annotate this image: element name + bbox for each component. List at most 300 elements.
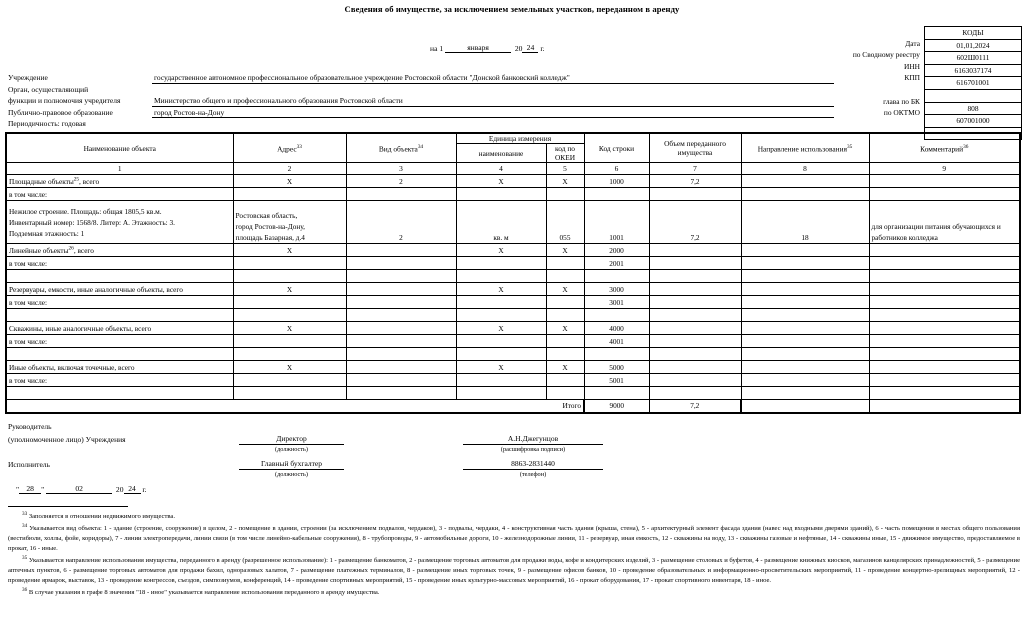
footnote-text: Указывается вид объекта: 1 - здание (строение, сооружение) в целом, 2 - помещение в здании, строении (за исключением подвалов, чердаков), 3 - подвалы, чердаки, 4 - конструктивная часть здания (крыша, стена), 5 - архитектурный элемент фасада здания (навес над входными дверями зданий), 6 - часть помещения в местах общего пользования (вестибюли, холлы, фойе, коридоры), 7 - линии электропередачи, линии связи (в том числе линейно-кабельные сооружения), 8 - трубопроводы, 9 - автомобильные дороги, 10 - железнодорожные линии, 11 - резервуар, иная емкость, 12 - скважины на воду, 13 - скважины газовые и нефтяные, 14 - скважины иные, 15 - движимое имущество, предоставляемое в прокат, 16 - иные. bbox=[8, 525, 1020, 552]
th-object-type-label: Вид объекта bbox=[378, 144, 418, 154]
cell-row-code[interactable] bbox=[584, 348, 649, 361]
cell-volume[interactable] bbox=[649, 361, 741, 374]
colnum-8: 8 bbox=[741, 163, 869, 175]
cell-volume[interactable] bbox=[649, 188, 741, 201]
cell-unit-name[interactable] bbox=[456, 387, 546, 400]
cell-object-type-text: 2 bbox=[399, 233, 403, 242]
table-row bbox=[6, 257, 1020, 270]
cell-object-name[interactable] bbox=[6, 244, 233, 257]
total-usage-empty bbox=[741, 400, 869, 413]
cell-volume[interactable] bbox=[649, 257, 741, 270]
cell-unit-okei[interactable] bbox=[546, 188, 584, 201]
codes-value-3[interactable]: 616701001 bbox=[925, 77, 1022, 90]
footnote-divider bbox=[8, 506, 128, 507]
cell-volume-text: 7,2 bbox=[690, 176, 700, 186]
codes-value-0[interactable]: 01,01,2024 bbox=[925, 39, 1022, 52]
cell-usage[interactable] bbox=[741, 309, 869, 322]
cell-object-name[interactable] bbox=[6, 283, 233, 296]
cell-address[interactable] bbox=[233, 387, 346, 400]
th-unit-group: Единица измерения bbox=[456, 133, 584, 144]
cell-comment[interactable] bbox=[869, 374, 1020, 387]
date-year-field[interactable]: 24 bbox=[522, 43, 538, 53]
cell-row-code[interactable] bbox=[584, 335, 649, 348]
th-name: Наименование объекта bbox=[6, 133, 233, 163]
cell-unit-name[interactable] bbox=[456, 374, 546, 387]
codes-table bbox=[924, 26, 1022, 140]
cell-comment[interactable] bbox=[869, 244, 1020, 257]
cell-unit-okei[interactable] bbox=[546, 257, 584, 270]
cell-object-type[interactable] bbox=[346, 257, 456, 270]
cell-usage[interactable] bbox=[741, 348, 869, 361]
cell-unit-name-text: X bbox=[498, 362, 504, 372]
cell-row-code-text: 2001 bbox=[609, 258, 624, 268]
cell-address[interactable] bbox=[233, 374, 346, 387]
org-gap bbox=[152, 84, 834, 96]
cell-object-name-text: в том числе: bbox=[9, 297, 48, 307]
cell-address[interactable] bbox=[233, 296, 346, 309]
cell-unit-name[interactable] bbox=[456, 188, 546, 201]
codes-header-cell: КОДЫ bbox=[925, 27, 1022, 40]
cell-object-name[interactable] bbox=[6, 188, 233, 201]
cell-object-name-text: Скважины, иные аналогичные объекты, всего bbox=[9, 323, 152, 333]
cell-usage[interactable] bbox=[741, 244, 869, 257]
cell-object-name[interactable] bbox=[6, 309, 233, 322]
cell-object-type[interactable] bbox=[346, 270, 456, 283]
cell-address[interactable] bbox=[233, 175, 346, 188]
footnote-number: 34 bbox=[22, 523, 28, 530]
cell-row-code[interactable] bbox=[584, 322, 649, 335]
cell-usage[interactable] bbox=[741, 322, 869, 335]
cell-object-name-text: Площадные объекты bbox=[9, 176, 74, 186]
cell-unit-name-text: X bbox=[498, 176, 504, 186]
cell-object-name-text: Иные объекты, включая точечные, всего bbox=[9, 362, 135, 372]
cell-object-name-text: Линейные объекты bbox=[9, 245, 69, 255]
cell-volume-text: 7,2 bbox=[690, 233, 700, 242]
cell-comment[interactable] bbox=[869, 201, 1020, 244]
cell-object-name-text: в том числе: bbox=[9, 258, 48, 268]
th-address-footnote-ref: 33 bbox=[296, 143, 302, 150]
codes-value-5[interactable]: 808 bbox=[925, 102, 1022, 115]
cell-unit-okei-text: X bbox=[562, 323, 568, 333]
cell-comment[interactable] bbox=[869, 188, 1020, 201]
cell-unit-name[interactable] bbox=[456, 175, 546, 188]
cell-unit-name[interactable] bbox=[456, 361, 546, 374]
total-label: Итого bbox=[6, 400, 584, 413]
cell-volume[interactable] bbox=[649, 387, 741, 400]
cell-unit-name-text: X bbox=[498, 245, 504, 255]
cell-volume[interactable] bbox=[649, 283, 741, 296]
table-row bbox=[6, 283, 1020, 296]
cell-object-name-suffix: , всего bbox=[79, 176, 100, 186]
org-label-periodicity: Периодичность: годовая bbox=[8, 119, 86, 128]
cell-row-code[interactable] bbox=[584, 175, 649, 188]
cell-row-code-text: 1000 bbox=[609, 176, 624, 186]
cell-object-name[interactable] bbox=[6, 175, 233, 188]
cell-row-code-text: 3001 bbox=[609, 297, 624, 307]
cell-address-text: X bbox=[286, 284, 293, 294]
head-name-caption: (расшифровка подписи) bbox=[500, 445, 566, 453]
head-label-line2: (уполномоченное лицо) Учреждения bbox=[8, 434, 126, 444]
cell-row-code-text: 5001 bbox=[609, 375, 624, 385]
cell-row-code[interactable] bbox=[584, 296, 649, 309]
cell-object-name-text: Нежилое строение. Площадь: общая 1805,5 кв.м. Инвентарный номер: 1568/8. Литер: А. Этажность: 3. Подземная этажность: 1 bbox=[9, 206, 176, 238]
cell-object-name[interactable] bbox=[6, 374, 233, 387]
date-month-field[interactable]: января bbox=[445, 43, 511, 53]
codes-row bbox=[925, 102, 1022, 115]
codes-value-7[interactable] bbox=[925, 127, 1022, 140]
org-label-founder-1: Орган, осуществляющий bbox=[8, 84, 89, 94]
cell-address[interactable] bbox=[233, 348, 346, 361]
cell-comment[interactable] bbox=[869, 361, 1020, 374]
signature-date: " 28 " 02 20 24 г. bbox=[16, 483, 147, 494]
cell-comment[interactable] bbox=[869, 270, 1020, 283]
cell-usage-text: 18 bbox=[801, 233, 809, 242]
cell-address-text: Ростовская область, город Ростов-на-Дону, площадь Базарная, д.4 bbox=[235, 211, 305, 242]
cell-usage[interactable] bbox=[741, 296, 869, 309]
cell-object-type[interactable] bbox=[346, 296, 456, 309]
cell-row-code[interactable] bbox=[584, 257, 649, 270]
cell-unit-okei[interactable] bbox=[546, 296, 584, 309]
cell-unit-name[interactable] bbox=[456, 322, 546, 335]
org-label-institution: Учреждение bbox=[8, 73, 48, 82]
th-object-type-footnote-ref: 34 bbox=[417, 143, 424, 150]
codes-row bbox=[925, 52, 1022, 65]
footnote bbox=[8, 586, 1020, 598]
codes-row bbox=[925, 127, 1022, 140]
cell-address[interactable] bbox=[233, 322, 346, 335]
th-address bbox=[233, 133, 346, 163]
cell-usage[interactable] bbox=[741, 257, 869, 270]
cell-row-code-text: 4001 bbox=[609, 336, 624, 346]
cell-unit-okei-text: X bbox=[562, 362, 568, 372]
cell-row-code[interactable] bbox=[584, 374, 649, 387]
cell-usage[interactable] bbox=[741, 201, 869, 244]
page-title: Сведения об имуществе, за исключением земельных участков, переданном в аренду bbox=[344, 4, 680, 14]
table-row bbox=[6, 361, 1020, 374]
org-labels bbox=[8, 72, 158, 130]
cell-unit-okei[interactable] bbox=[546, 244, 584, 257]
cell-unit-okei-text: X bbox=[562, 284, 568, 294]
cell-comment[interactable] bbox=[869, 257, 1020, 270]
cell-address[interactable] bbox=[233, 309, 346, 322]
cell-unit-okei[interactable] bbox=[546, 361, 584, 374]
th-volume: Объем переданного имущества bbox=[649, 133, 741, 163]
codes-value-4[interactable] bbox=[925, 89, 1022, 102]
cell-object-name[interactable] bbox=[6, 387, 233, 400]
codes-label-7 bbox=[812, 119, 920, 131]
footnote-number: 36 bbox=[22, 587, 28, 594]
cell-address-text: X bbox=[286, 176, 293, 186]
cell-object-name[interactable] bbox=[6, 296, 233, 309]
cell-row-code[interactable] bbox=[584, 244, 649, 257]
codes-label-3: КПП bbox=[904, 73, 920, 83]
th-row-code: Код строки bbox=[584, 133, 649, 163]
colnum-9: 9 bbox=[869, 163, 1020, 175]
document-header bbox=[0, 14, 1024, 132]
cell-volume[interactable] bbox=[649, 175, 741, 188]
th-usage-label: Направление использования bbox=[757, 144, 847, 154]
codes-row bbox=[925, 77, 1022, 90]
codes-label-5: глава по БК bbox=[883, 96, 920, 106]
cell-usage[interactable] bbox=[741, 361, 869, 374]
table-column-number-row bbox=[6, 163, 1020, 175]
th-unit-name: наименование bbox=[456, 144, 546, 163]
cell-row-code-text: 2000 bbox=[609, 245, 624, 255]
cell-unit-okei[interactable] bbox=[546, 270, 584, 283]
cell-object-name[interactable] bbox=[6, 201, 233, 244]
cell-object-name-suffix: , всего bbox=[73, 245, 94, 255]
cell-unit-name[interactable] bbox=[456, 309, 546, 322]
cell-unit-name[interactable] bbox=[456, 335, 546, 348]
cell-comment[interactable] bbox=[869, 387, 1020, 400]
institution-value[interactable]: государственное автономное профессиональное образовательное учреждение Ростовской области "Донской банковский колледж" bbox=[152, 72, 834, 84]
cell-unit-okei-text: X bbox=[562, 176, 568, 186]
footnotes-section bbox=[0, 510, 1024, 599]
cell-unit-okei-text: X bbox=[562, 245, 568, 255]
sign-date-suffix: г. bbox=[142, 484, 147, 494]
cell-address[interactable] bbox=[233, 201, 346, 244]
cell-address-text: X bbox=[286, 323, 293, 333]
cell-comment[interactable] bbox=[869, 348, 1020, 361]
head-position-caption: (должность) bbox=[274, 445, 309, 453]
cell-object-type[interactable] bbox=[346, 322, 456, 335]
footnote-number: 33 bbox=[22, 510, 28, 517]
org-label-founder-2: функции и полномочия учредителя bbox=[8, 96, 121, 105]
th-usage-footnote-ref: 35 bbox=[846, 143, 853, 150]
codes-row bbox=[925, 115, 1022, 128]
table-row bbox=[6, 348, 1020, 361]
report-date-line bbox=[430, 43, 545, 53]
codes-label-6: по ОКТМО bbox=[883, 108, 920, 118]
cell-comment[interactable] bbox=[869, 335, 1020, 348]
cell-object-type[interactable] bbox=[346, 244, 456, 257]
cell-unit-name[interactable] bbox=[456, 270, 546, 283]
cell-unit-okei[interactable] bbox=[546, 387, 584, 400]
cell-object-type[interactable] bbox=[346, 387, 456, 400]
date-suffix: г. bbox=[540, 44, 545, 53]
total-volume: 7,2 bbox=[649, 400, 741, 413]
table-row bbox=[6, 335, 1020, 348]
executor-phone-field[interactable]: 8863-2831440 bbox=[463, 459, 603, 470]
cell-usage[interactable] bbox=[741, 387, 869, 400]
table-row bbox=[6, 309, 1020, 322]
th-object-type bbox=[346, 133, 456, 163]
cell-object-name[interactable] bbox=[6, 270, 233, 283]
cell-object-type[interactable] bbox=[346, 201, 456, 244]
property-table bbox=[5, 132, 1021, 414]
cell-object-type[interactable] bbox=[346, 335, 456, 348]
sign-date-day[interactable]: 28 bbox=[19, 484, 41, 494]
cell-address-text: X bbox=[286, 362, 293, 372]
cell-row-code-text: 3000 bbox=[609, 284, 624, 294]
cell-unit-okei-text: 055 bbox=[559, 233, 571, 242]
sign-date-month[interactable]: 02 bbox=[46, 484, 112, 494]
sign-date-year[interactable]: 24 bbox=[124, 484, 141, 494]
cell-unit-okei[interactable] bbox=[546, 309, 584, 322]
table-row bbox=[6, 175, 1020, 188]
org-values bbox=[152, 72, 834, 118]
cell-comment[interactable] bbox=[869, 309, 1020, 322]
cell-object-name-text: в том числе: bbox=[9, 189, 48, 199]
colnum-3: 3 bbox=[346, 163, 456, 175]
cell-comment-text: для организации питания обучающихся и работников колледжа bbox=[871, 222, 1001, 242]
cell-unit-name[interactable] bbox=[456, 201, 546, 244]
codes-row bbox=[925, 89, 1022, 102]
cell-object-name[interactable] bbox=[6, 335, 233, 348]
th-comment-footnote-ref: 36 bbox=[963, 143, 969, 150]
cell-usage[interactable] bbox=[741, 283, 869, 296]
cell-comment[interactable] bbox=[869, 322, 1020, 335]
cell-object-type[interactable] bbox=[346, 309, 456, 322]
cell-object-type[interactable] bbox=[346, 175, 456, 188]
colnum-2: 2 bbox=[233, 163, 346, 175]
footnote-text: Заполняется в отношении недвижимого имущества. bbox=[27, 512, 175, 520]
cell-usage[interactable] bbox=[741, 270, 869, 283]
cell-usage[interactable] bbox=[741, 335, 869, 348]
cell-unit-name[interactable] bbox=[456, 348, 546, 361]
head-position-field[interactable]: Директор bbox=[239, 434, 344, 445]
cell-address[interactable] bbox=[233, 270, 346, 283]
cell-unit-name[interactable] bbox=[456, 283, 546, 296]
cell-unit-okei[interactable] bbox=[546, 322, 584, 335]
cell-unit-name[interactable] bbox=[456, 257, 546, 270]
codes-header-row bbox=[925, 27, 1022, 40]
table-row bbox=[6, 374, 1020, 387]
colnum-4: 4 bbox=[456, 163, 546, 175]
cell-volume[interactable] bbox=[649, 374, 741, 387]
cell-comment[interactable] bbox=[869, 283, 1020, 296]
cell-volume[interactable] bbox=[649, 244, 741, 257]
cell-object-type[interactable] bbox=[346, 283, 456, 296]
cell-unit-okei[interactable] bbox=[546, 374, 584, 387]
cell-usage[interactable] bbox=[741, 175, 869, 188]
table-row bbox=[6, 322, 1020, 335]
cell-usage[interactable] bbox=[741, 188, 869, 201]
cell-volume[interactable] bbox=[649, 201, 741, 244]
cell-usage[interactable] bbox=[741, 374, 869, 387]
codes-value-2[interactable]: 6163037174 bbox=[925, 64, 1022, 77]
codes-row bbox=[925, 64, 1022, 77]
cell-volume[interactable] bbox=[649, 309, 741, 322]
signature-block bbox=[8, 422, 1024, 504]
cell-object-type[interactable] bbox=[346, 374, 456, 387]
cell-object-name-footnote-ref: 26 bbox=[68, 245, 74, 252]
cell-unit-name-text: кв. м bbox=[493, 233, 509, 242]
cell-unit-name[interactable] bbox=[456, 296, 546, 309]
cell-row-code[interactable] bbox=[584, 270, 649, 283]
cell-address[interactable] bbox=[233, 257, 346, 270]
cell-row-code[interactable] bbox=[584, 387, 649, 400]
cell-comment[interactable] bbox=[869, 296, 1020, 309]
cell-unit-okei[interactable] bbox=[546, 201, 584, 244]
table-row bbox=[6, 201, 1020, 244]
cell-object-name-text: Резервуары, емкости, иные аналогичные объекты, всего bbox=[9, 284, 183, 294]
cell-row-code-text: 1001 bbox=[609, 233, 624, 242]
cell-volume[interactable] bbox=[649, 335, 741, 348]
executor-label: Исполнитель bbox=[8, 459, 50, 469]
executor-position-field[interactable]: Главный бухгалтер bbox=[239, 459, 344, 470]
executor-phone-caption: (телефон) bbox=[519, 470, 547, 478]
table-row bbox=[6, 296, 1020, 309]
public-entity-value[interactable]: город Ростов-на-Дону bbox=[152, 107, 834, 119]
codes-value-1[interactable]: 602Ш0111 bbox=[925, 52, 1022, 65]
cell-row-code-text: 4000 bbox=[609, 323, 624, 333]
cell-row-code[interactable] bbox=[584, 188, 649, 201]
cell-address[interactable] bbox=[233, 283, 346, 296]
colnum-5: 5 bbox=[546, 163, 584, 175]
cell-comment[interactable] bbox=[869, 175, 1020, 188]
codes-value-6[interactable]: 607001000 bbox=[925, 115, 1022, 128]
cell-object-name[interactable] bbox=[6, 322, 233, 335]
cell-object-type-text: 2 bbox=[399, 176, 403, 186]
total-row bbox=[6, 400, 1020, 413]
table-row bbox=[6, 387, 1020, 400]
date-prefix: на 1 bbox=[430, 44, 444, 53]
th-unit-okei: код по ОКЕИ bbox=[546, 144, 584, 163]
head-name-field[interactable]: А.Н.Джегунцов bbox=[463, 434, 603, 445]
codes-label-2: ИНН bbox=[903, 61, 920, 71]
cell-object-type[interactable] bbox=[346, 188, 456, 201]
cell-row-code[interactable] bbox=[584, 309, 649, 322]
cell-row-code-text: 5000 bbox=[609, 362, 624, 372]
cell-volume[interactable] bbox=[649, 348, 741, 361]
cell-object-name[interactable] bbox=[6, 348, 233, 361]
cell-object-name[interactable] bbox=[6, 361, 233, 374]
footnote-text: В случае указания в графе 8 значения "18 - иное" указывается направление использования переданного в аренду имущества. bbox=[27, 589, 380, 597]
cell-unit-name-text: X bbox=[498, 284, 504, 294]
executor-position-caption: (должность) bbox=[274, 470, 309, 478]
sign-date-century: 20 bbox=[115, 484, 124, 494]
cell-address-text: X bbox=[286, 245, 293, 255]
cell-unit-name-text: X bbox=[498, 323, 504, 333]
th-address-label: Адрес bbox=[277, 144, 297, 154]
cell-volume[interactable] bbox=[649, 322, 741, 335]
cell-row-code[interactable] bbox=[584, 361, 649, 374]
footnote bbox=[8, 522, 1020, 553]
cell-address[interactable] bbox=[233, 361, 346, 374]
total-comment-empty bbox=[869, 400, 1020, 413]
footnote-text: Указывается направление использования имущества, переданного в аренду (разрешенное использование): 1 - размещение банкоматов, 2 - размещение торговых автоматов для продажи воды, кофе и кондитерских изделий, 3 - размещение столовых и буфетов, 4 - размещение книжных киосков, магазинов канцелярских принадлежностей, 5 - размещение аптечных пунктов, 6 - размещение торговых автоматов для продажи бахил, одноразовых халатов, 7 - размещение платежных терминалов, 8 - размещение иных торговых точек, 9 - размещение офисов банков, 10 - проведение образовательных и информационно-просветительских мероприятий, 11 - проведение концертно-зрелищных мероприятий, 12 - проведение ярмарок, выставок, 13 - проведение конгрессов, съездов, симпозиумов, конференций, 14 - проведение спортивных мероприятий, 15 - проведение иных культурно-массовых мероприятий, 16 - прокат оборудования, 17 - прокат спортивного инвентаря, 18 - иное. bbox=[8, 557, 1020, 584]
cell-address[interactable] bbox=[233, 335, 346, 348]
cell-volume[interactable] bbox=[649, 296, 741, 309]
cell-address[interactable] bbox=[233, 244, 346, 257]
cell-volume[interactable] bbox=[649, 270, 741, 283]
cell-unit-name[interactable] bbox=[456, 244, 546, 257]
cell-object-type[interactable] bbox=[346, 348, 456, 361]
cell-object-type[interactable] bbox=[346, 361, 456, 374]
colnum-7: 7 bbox=[649, 163, 741, 175]
cell-address[interactable] bbox=[233, 188, 346, 201]
cell-object-name-footnote-ref: 25 bbox=[73, 176, 80, 183]
cell-unit-okei[interactable] bbox=[546, 335, 584, 348]
cell-unit-okei[interactable] bbox=[546, 348, 584, 361]
cell-object-name[interactable] bbox=[6, 257, 233, 270]
cell-row-code[interactable] bbox=[584, 201, 649, 244]
table-row bbox=[6, 188, 1020, 201]
cell-unit-okei[interactable] bbox=[546, 283, 584, 296]
table-row bbox=[6, 244, 1020, 257]
th-comment-label: Комментарий bbox=[920, 144, 964, 154]
total-row-code: 9000 bbox=[584, 400, 649, 413]
footnote bbox=[8, 554, 1020, 585]
cell-unit-okei[interactable] bbox=[546, 175, 584, 188]
cell-row-code[interactable] bbox=[584, 283, 649, 296]
codes-row bbox=[925, 39, 1022, 52]
codes-label-0: Дата bbox=[905, 38, 920, 48]
codes-label-1: по Сводному реестру bbox=[852, 50, 920, 60]
founder-body-value[interactable]: Министерство общего и профессионального образования Ростовской области bbox=[152, 95, 834, 107]
footnote bbox=[8, 510, 1020, 522]
